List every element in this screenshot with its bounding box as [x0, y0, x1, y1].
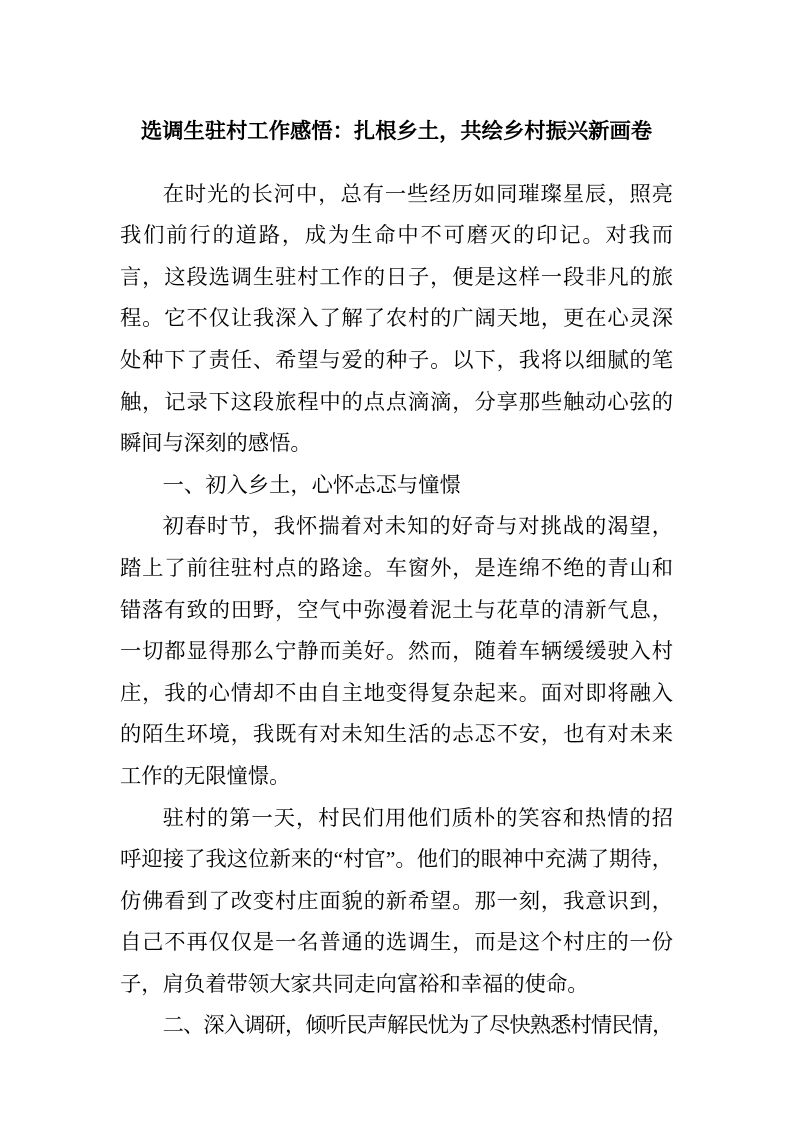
- document-title: 选调生驻村工作感悟：扎根乡土，共绘乡村振兴新画卷: [140, 119, 653, 143]
- paragraph-section1-first-day: 驻村的第一天，村民们用他们质朴的笑容和热情的招呼迎接了我这位新来的“村官”。他们的眼神中充满了期待，仿佛看到了改变村庄面貌的新希望。那一刻，我意识到，自己不再仅仅是一名普通的选调生，而是这个村庄的一份子，肩负着带领大家共同走向富裕和幸福的使命。: [120, 805, 673, 996]
- paragraph-section1-journey: 初春时节，我怀揣着对未知的好奇与对挑战的渴望，踏上了前往驻村点的路途。车窗外，是连绵不绝的青山和错落有致的田野，空气中弥漫着泥土与花草的清新气息，一切都显得那么宁静而美好。然而，随着车辆缓缓驶入村庄，我的心情却不由自主地变得复杂起来。面对即将融入的陌生环境，我既有对未知生活的忐忑不安，也有对未来工作的无限憧憬。: [120, 514, 673, 788]
- section-heading-1: 一、初入乡土，心怀忐忑与憧憬: [162, 472, 461, 497]
- section-heading-2-with-text: 二、深入调研，倾听民声解民忧为了尽快熟悉村情民情，: [162, 1013, 673, 1038]
- paragraph-intro: 在时光的长河中，总有一些经历如同璀璨星辰，照亮我们前行的道路，成为生命中不可磨灭的印记。对我而言，这段选调生驻村工作的日子，便是这样一段非凡的旅程。它不仅让我深入了解了农村的广阔天地，更在心灵深处种下了责任、希望与爱的种子。以下，我将以细腻的笔触，记录下这段旅程中的点点滴滴，分享那些触动心弦的瞬间与深刻的感悟。: [120, 181, 673, 456]
